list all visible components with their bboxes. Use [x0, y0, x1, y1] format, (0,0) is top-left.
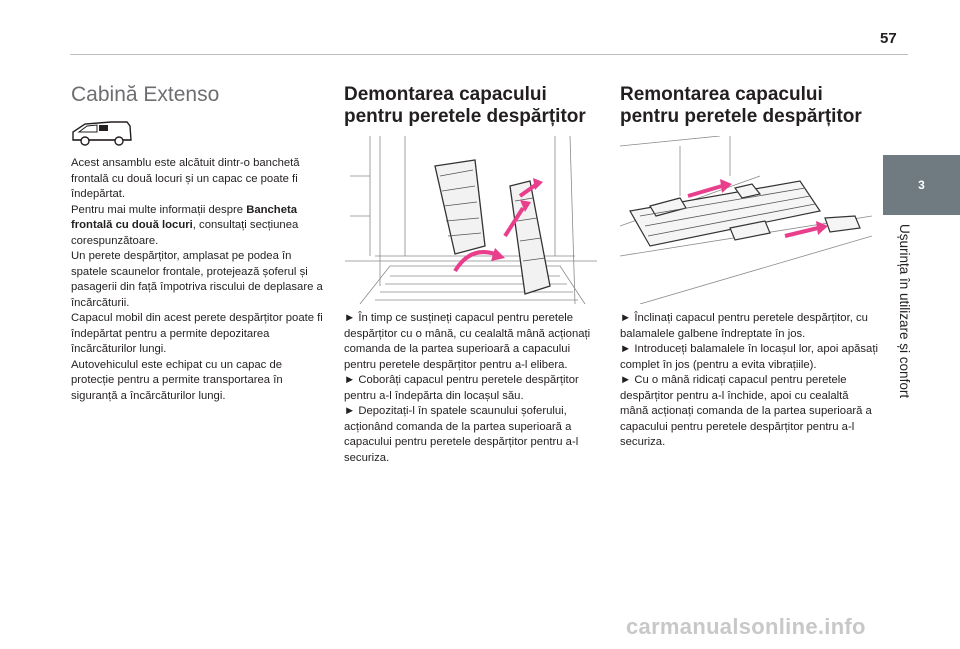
chapter-number: 3	[918, 178, 925, 192]
cabin-paragraph-2-suffix: , consultați secțiunea corespunzătoare.	[71, 219, 299, 247]
refit-step-2: ► Introduceți balamalele în locașul lor, apoi apăsați complet în jos (pentru a evita vibrațiile).	[620, 343, 878, 371]
refit-step-1: ► Înclinați capacul pentru peretele despărțitor, cu balamalele galbene îndreptate în jos.	[620, 312, 868, 340]
remove-step-2: ► Coborâți capacul pentru peretele despărțitor pentru a-l îndepărta din locașul său.	[344, 374, 579, 402]
remove-cover-illustration	[345, 136, 597, 304]
watermark: carmanualsonline.info	[626, 614, 866, 639]
cabin-paragraph-2	[71, 203, 323, 250]
refit-cover-illustration	[620, 136, 872, 304]
refit-step-3: ► Cu o mână ridicați capacul pentru peretele despărțitor pentru a-l închide, apoi cu cealaltă mână acționați comanda de la partea superioară a capacului pentru peretele despărțitor pentru a-l securiza.	[620, 374, 872, 448]
bancheta-link-text: Bancheta frontală cu două locuri	[71, 203, 298, 231]
section-heading-refit-cover: Remontarea capacului pentru peretele despărțitor	[620, 84, 862, 127]
cabin-extenso-body	[71, 156, 323, 404]
cabin-paragraph-3: Un perete despărțitor, amplasat pe podea în spatele scaunelor frontale, protejează șoferul și pasagerii din față împotriva riscului de deplasare a încărcăturii.	[71, 250, 323, 309]
cabin-paragraph-4: Capacul mobil din acest perete despărțitor poate fi îndepărtat pentru a permite depozitarea încărcăturilor lungi.	[71, 312, 323, 355]
section-heading-remove-cover: Demontarea capacului pentru peretele despărțitor	[344, 84, 586, 127]
cabin-paragraph-2-prefix: Pentru mai multe informații despre	[71, 203, 247, 216]
remove-step-1: ► În timp ce susțineți capacul pentru peretele despărțitor cu o mână, cu cealaltă mână acționați comanda de la partea superioară a capacului pentru peretele despărțitor pentru a-l elibera.	[344, 312, 591, 371]
remove-cover-steps	[344, 311, 599, 466]
refit-cover-steps	[620, 311, 878, 451]
top-rule	[70, 54, 908, 55]
page-number: 57	[880, 30, 897, 47]
chapter-title: Ușurința în utilizare și confort	[897, 224, 912, 399]
cabin-paragraph-1: Acest ansamblu este alcătuit dintr-o banchetă frontală cu două locuri și un capac ce poate fi îndepărtat.	[71, 157, 300, 200]
remove-step-3: ► Depozitați-l în spatele scaunului șoferului, acționând comanda de la partea superioară a capacului pentru peretele despărțitor pentru a-l securiza.	[344, 405, 579, 464]
section-heading-cabin-extenso: Cabină Extenso	[71, 83, 220, 106]
cabin-paragraph-5: Autovehiculul este echipat cu un capac de protecție pentru a permite transportarea în siguranță a încărcăturilor lungi.	[71, 358, 283, 402]
chapter-number-tab[interactable]	[883, 155, 960, 215]
van-icon	[71, 118, 133, 148]
